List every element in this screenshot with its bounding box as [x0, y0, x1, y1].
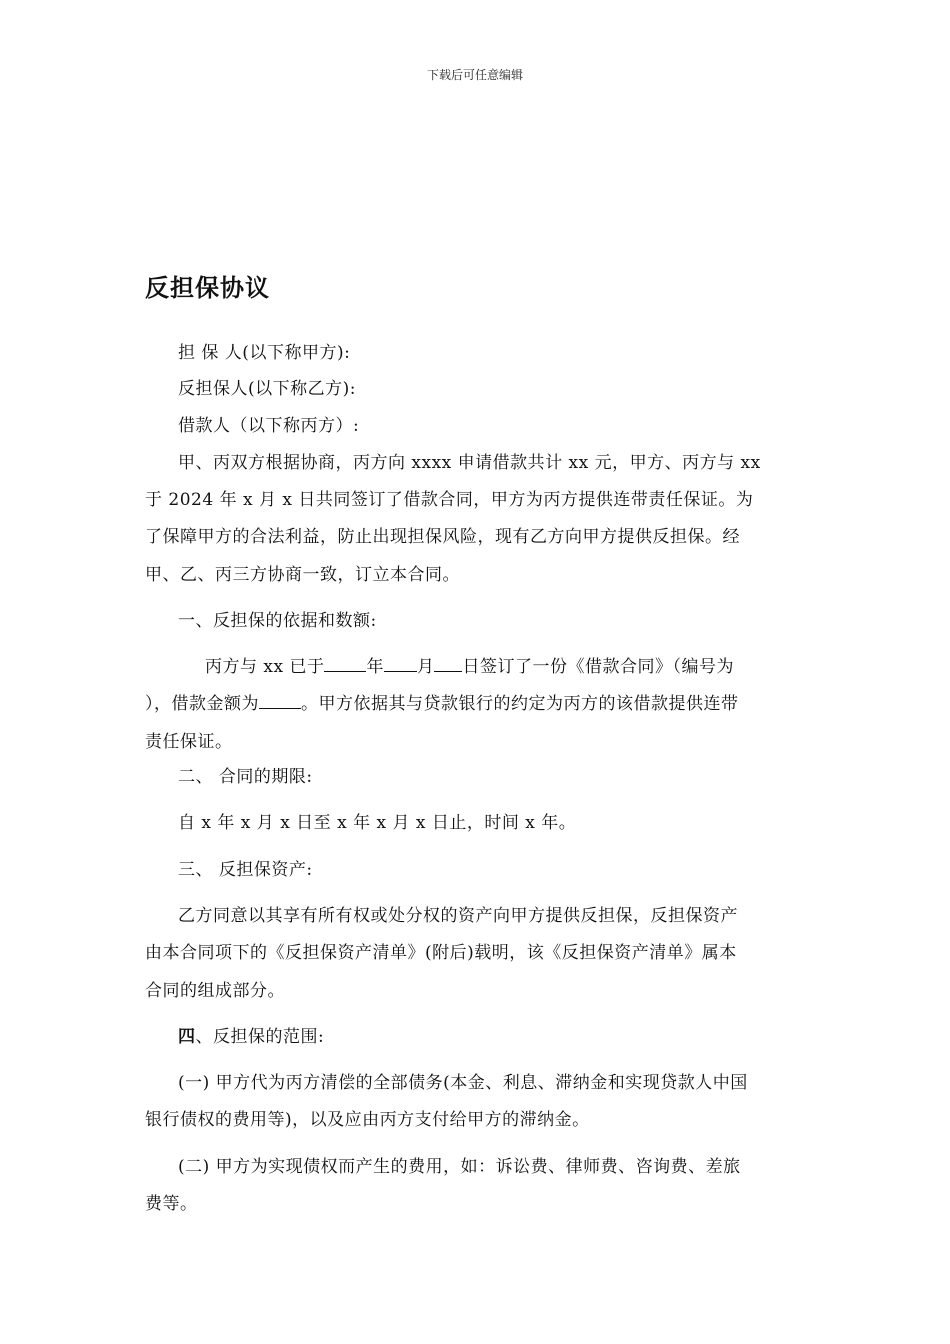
section-3-line: 由本合同项下的《反担保资产清单》(附后)载明，该《反担保资产清单》属本 [145, 943, 737, 963]
section-3-line: 合同的组成部分。 [145, 981, 285, 1001]
section-4-item-2: (二) 甲方为实现债权而产生的费用，如：诉讼费、律师费、咨询费、差旅 [178, 1157, 741, 1177]
intro-line: 甲、丙双方根据协商，丙方向 xxxx 申请借款共计 xx 元，甲方、丙方与 xx [178, 453, 761, 473]
party-counter-guarantor: 反担保人(以下称乙方): [178, 379, 356, 399]
page-header: 下载后可任意编辑 [426, 68, 523, 82]
section-4-item-1: 银行债权的费用等)，以及应由丙方支付给甲方的滞纳金。 [145, 1110, 590, 1130]
section-4-item-2: 费等。 [145, 1194, 198, 1214]
party-borrower: 借款人（以下称丙方）: [178, 416, 360, 436]
section-2-text: 自 x 年 x 月 x 日至 x 年 x 月 x 日止，时间 x 年。 [178, 813, 577, 833]
section-4-number: 四 [178, 1027, 196, 1047]
section-1-line [205, 652, 805, 677]
section-1-heading: 一、反担保的依据和数额: [178, 611, 377, 631]
section-1-line [145, 689, 805, 714]
section-2-heading: 二、 合同的期限: [178, 767, 313, 787]
document-title: 反担保协议 [145, 274, 270, 302]
intro-line: 于 2024 年 x 月 x 日共同签订了借款合同，甲方为丙方提供连带责任保证。为 [145, 490, 754, 510]
section-4-heading [178, 1022, 805, 1047]
blank-field [384, 655, 417, 672]
party-guarantor: 担 保 人(以下称甲方): [178, 343, 351, 363]
section-1-line: 责任保证。 [145, 732, 233, 752]
intro-line: 甲、乙、丙三方协商一致，订立本合同。 [145, 565, 460, 585]
section-1-text: ），借款金额为 [145, 694, 259, 714]
day-label: 日签订了一份《借款合同》（编号为 [462, 657, 734, 677]
year-label: 年 [366, 657, 384, 677]
month-label: 月 [416, 657, 435, 677]
section-3-line: 乙方同意以其享有所有权或处分权的资产向甲方提供反担保，反担保资产 [178, 906, 738, 926]
blank-field [324, 655, 366, 672]
blank-field [434, 655, 462, 672]
section-4-title: 、反担保的范围: [195, 1027, 325, 1047]
section-3-heading: 三、 反担保资产: [178, 860, 313, 880]
section-1-text: 。甲方依据其与贷款银行的约定为丙方的该借款提供连带 [301, 694, 739, 714]
blank-field [259, 692, 301, 709]
section-1-text: 丙方与 xx 已于 [205, 657, 325, 677]
section-4-item-1: (一) 甲方代为丙方清偿的全部债务(本金、利息、滞纳金和实现贷款人中国 [178, 1073, 748, 1093]
intro-line: 了保障甲方的合法利益，防止出现担保风险，现有乙方向甲方提供反担保。经 [145, 527, 740, 547]
